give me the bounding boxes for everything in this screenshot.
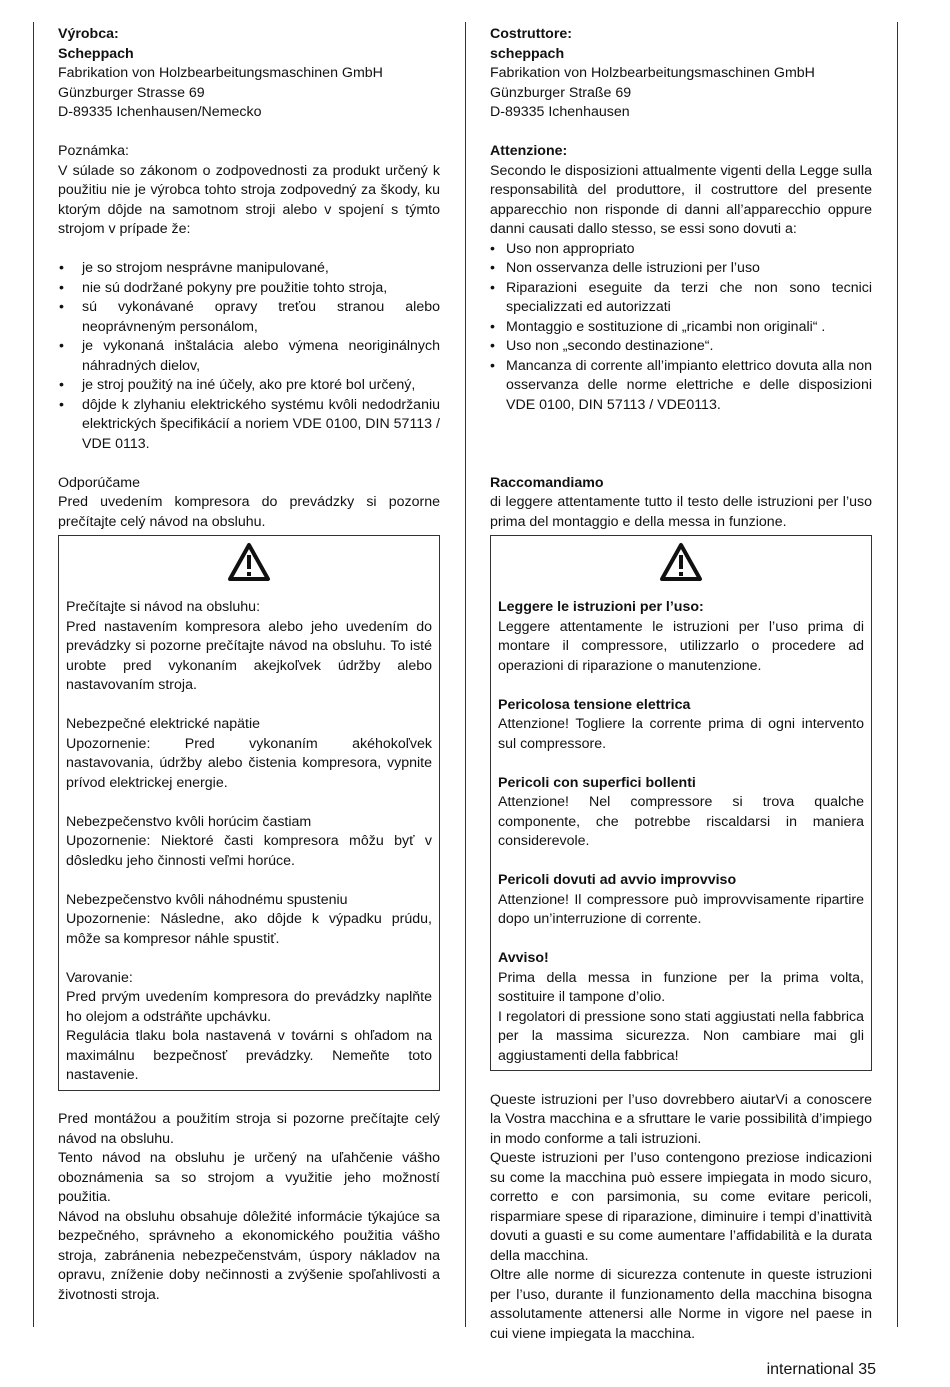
address-line: Günzburger Straße 69 bbox=[490, 84, 632, 101]
manufacturer-label: Costruttore: bbox=[490, 26, 572, 42]
list-item: • sú vykonávané opravy treťou stranou alebo neoprávneným personálom, bbox=[58, 298, 440, 337]
note-text: V súlade so zákonom o zodpovednosti za produkt určený k použitiu nie je výrobca tohto stroja zodpovedný za škody, ku ktorým dôjde na samotnom stroji alebo v spojení s týmto strojom v prípade že: bbox=[58, 162, 440, 237]
box-item-text: Upozornenie: Niektoré časti kompresora môžu byť v dôsledku jeho činnosti veľmi horúce. bbox=[66, 833, 432, 869]
list-item: • Montaggio e sostituzione di „ricambi non originali“ . bbox=[490, 318, 872, 338]
intro-paragraph: Queste istruzioni per l’uso dovrebbero aiutarVi a conoscere la Vostra macchina e a sfruttare le varie possibilità d’impiego in modo conforme a tali istruzioni. bbox=[490, 1091, 872, 1147]
box-item-text: I regolatori di pressione sono stati aggiustati nella fabbrica per la massima sicurezza. Non cambiare mai gli aggiustamenti della fabbrica! bbox=[498, 1008, 864, 1064]
address-line: D-89335 Ichenhausen bbox=[490, 104, 630, 120]
recommend-text: di leggere attentamente tutto il testo delle istruzioni per l’uso prima del montaggio e della messa in funzione. bbox=[490, 494, 872, 530]
warning-triangle-icon bbox=[498, 542, 864, 592]
manufacturer-label: Výrobca: bbox=[58, 26, 119, 42]
box-item-title: Leggere le istruzioni per l’uso: bbox=[498, 599, 704, 615]
recommend-title: Raccomandiamo bbox=[490, 474, 604, 491]
box-item-text: Pred nastavením kompresora alebo jeho uvedením do prevádzky si pozorne prečítajte návod na obsluhu. To isté urobte pred vykonaním akejkoľvek údržby alebo nastavovaním stroja. bbox=[66, 618, 432, 693]
intro-paragraph: Queste istruzioni per l’uso contengono preziose indicazioni su come la macchina può essere impiegata in modo sicuro, corretto e con parsimonia, su come evitare pericoli, risparmiare spese di riparazione, diminuire i tempi d’inattività dovuti a guasti e su come aumentare l’affidabilità e la durata della macchina. bbox=[490, 1150, 872, 1264]
box-item-title: Pericoli con superfici bollenti bbox=[498, 774, 696, 791]
box-item-title: Nebezpečné elektrické napätie bbox=[66, 716, 261, 732]
box-item-title: Pericolosa tensione elettrica bbox=[498, 696, 691, 713]
left-column bbox=[58, 25, 440, 1305]
box-item-title: Prečítajte si návod na obsluhu: bbox=[66, 599, 261, 615]
left-margin-rule bbox=[33, 22, 34, 1327]
list-item: • Non osservanza delle istruzioni per l’uso bbox=[490, 259, 872, 279]
box-item-text: Regulácia tlaku bola nastavená v továrni s ohľadom na maximálnu bezpečnosť prevádzky. Nemeňte toto nastavenie. bbox=[66, 1028, 432, 1083]
box-item-title: Varovanie: bbox=[66, 969, 133, 986]
box-item-text: Attenzione! Il compressore può improvvisamente ripartire dopo un’interruzione di corrente. bbox=[498, 891, 864, 927]
manufacturer-name: scheppach bbox=[490, 45, 565, 62]
warning-triangle-icon bbox=[66, 542, 432, 592]
list-item: • Uso non „secondo destinazione“. bbox=[490, 337, 872, 357]
recommend-title: Odporúčame bbox=[58, 474, 141, 491]
intro-paragraph: Pred montážou a použitím stroja si pozorne prečítajte celý návod na obsluhu. bbox=[58, 1111, 440, 1147]
address-line: Fabrikation von Holzbearbeitungsmaschinen GmbH bbox=[490, 65, 815, 81]
safety-box bbox=[490, 535, 872, 1071]
list-item: • dôjde k zlyhaniu elektrického systému kvôli nedodržaniu elektrických špecifikácií a noriem VDE 0100, DIN 57113 / VDE 0113. bbox=[58, 396, 440, 455]
page-footer: international 35 bbox=[766, 1361, 876, 1378]
list-item: • je so strojom nesprávne manipulované, bbox=[58, 259, 440, 279]
center-rule bbox=[465, 22, 466, 1327]
box-item-text: Upozornenie: Pred vykonaním akéhokoľvek nastavovania, údržby alebo čistenia kompresora, vypnite prívod elektrickej energie. bbox=[66, 735, 432, 791]
list-item: • Riparazioni eseguite da terzi che non sono tecnici specializzati ed autorizzati bbox=[490, 279, 872, 318]
list-item: • Mancanza di corrente all’impianto elettrico dovuta alla non osservanza delle norme elettriche e delle disposizioni VDE 0100, DIN 57113 / VDE0113. bbox=[490, 357, 872, 416]
right-column bbox=[490, 25, 872, 1344]
box-item-text: Attenzione! Nel compressore si trova qualche componente, che potrebbe riscaldarsi in maniera considerevole. bbox=[498, 794, 864, 849]
intro-paragraph: Tento návod na obsluhu je určený na uľahčenie vášho oboznámenia sa so strojom a využitie jeho možností použitia. bbox=[58, 1150, 440, 1205]
manufacturer-name: Scheppach bbox=[58, 45, 134, 62]
right-margin-rule bbox=[897, 22, 898, 1327]
box-item-title: Avviso! bbox=[498, 950, 549, 966]
list-item: • je vykonaná inštalácia alebo výmena neoriginálnych náhradných dielov, bbox=[58, 337, 440, 376]
box-item-text: Prima della messa in funzione per la prima volta, sostituire il tampone d’olio. bbox=[498, 969, 864, 1005]
recommend-text: Pred uvedením kompresora do prevádzky si pozorne prečítajte celý návod na obsluhu. bbox=[58, 494, 440, 530]
list-item: • nie sú dodržané pokyny pre použitie tohto stroja, bbox=[58, 279, 440, 299]
list-item: • Uso non appropriato bbox=[490, 240, 872, 260]
note-title: Attenzione: bbox=[490, 143, 568, 159]
liability-list bbox=[58, 259, 440, 454]
box-item-title: Nebezpečenstvo kvôli náhodnému spusteniu bbox=[66, 891, 348, 908]
liability-list bbox=[490, 240, 872, 416]
box-item-text: Leggere attentamente le istruzioni per l’uso prima di montare il compressore, utilizzarlo o procedere ad operazioni di riparazione o manutenzione. bbox=[498, 618, 864, 674]
address-line: D-89335 Ichenhausen/Nemecko bbox=[58, 104, 262, 120]
box-item-title: Pericoli dovuti ad avvio improvviso bbox=[498, 872, 737, 888]
list-item: • je stroj použitý na iné účely, ako pre ktoré bol určený, bbox=[58, 376, 440, 396]
safety-box bbox=[58, 535, 440, 1091]
note-title: Poznámka: bbox=[58, 143, 129, 159]
box-item-text: Upozornenie: Následne, ako dôjde k výpadku prúdu, môže sa kompresor náhle spustiť. bbox=[66, 911, 432, 947]
address-line: Fabrikation von Holzbearbeitungsmaschinen GmbH bbox=[58, 65, 383, 81]
address-line: Günzburger Strasse 69 bbox=[58, 84, 205, 101]
box-item-title: Nebezpečenstvo kvôli horúcim častiam bbox=[66, 813, 312, 830]
intro-paragraph: Návod na obsluhu obsahuje dôležité informácie týkajúce sa bezpečného, správneho a ekonomického použitia vášho stroja, zabránenia nebezpečenstvám, úspory nákladov na opravu, zníženie doby nečinnosti a zvýšenie spoľahlivosti a životnosti stroja. bbox=[58, 1208, 440, 1303]
note-text: Secondo le disposizioni attualmente vigenti della Legge sulla responsabilità del produttore, il costruttore del presente apparecchio non risponde di danni all’apparecchio oppure danni causati dallo stesso, se essi sono dovuti a: bbox=[490, 162, 872, 237]
intro-paragraph: Oltre alle norme di sicurezza contenute in queste istruzioni per l’uso, durante il funzionamento della macchina bisogna assolutamente attenersi alle Norme in vigore nel paese in cui viene impiegata la macchina. bbox=[490, 1267, 872, 1342]
box-item-text: Pred prvým uvedením kompresora do prevádzky naplňte ho olejom a odstráňte upchávku. bbox=[66, 989, 432, 1025]
box-item-text: Attenzione! Togliere la corrente prima di ogni intervento sul compressore. bbox=[498, 716, 864, 752]
